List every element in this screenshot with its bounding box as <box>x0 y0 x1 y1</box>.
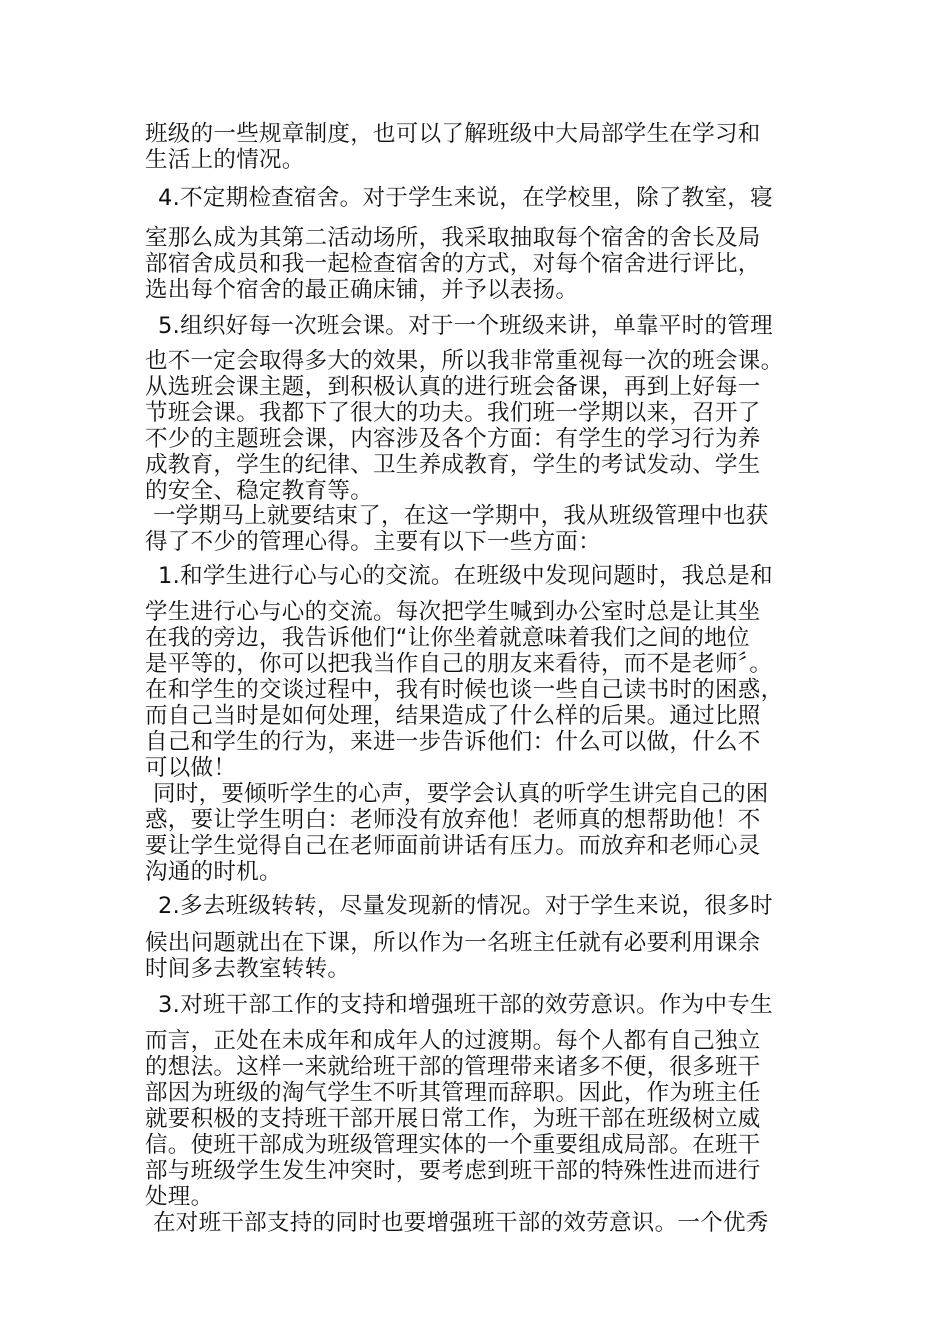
text-line: 可以做！ <box>145 755 237 781</box>
text-line: 节班会课。我都下了很大的功夫。我们班一学期以来，召开了 <box>145 400 761 426</box>
text-line: 学生进行心与心的交流。每次把学生喊到办公室时总是让其坐 <box>145 599 761 625</box>
text-line: 5.组织好每一次班会课。对于一个班级来讲，单靠平时的管理 <box>158 313 773 339</box>
text-line: 部因为班级的淘气学生不听其管理而辞职。因此，作为班主任 <box>145 1080 761 1106</box>
text-line: 在对班干部支持的同时也要增强班干部的效劳意识。一个优秀 <box>153 1210 769 1236</box>
text-line: 的安全、稳定教育等。 <box>145 478 374 504</box>
text-line: 从选班会课主题，到积极认真的进行班会备课，再到上好每一 <box>145 374 761 400</box>
text-line: 处理。 <box>145 1184 214 1210</box>
text-line: 是平等的，你可以把我当作自己的朋友来看待，而不是老师〞。 <box>145 651 773 677</box>
text-line: 3.对班干部工作的支持和增强班干部的效劳意识。作为中专生 <box>158 992 773 1018</box>
text-line: 自己和学生的行为，来进一步告诉他们：什么可以做，什么不 <box>145 729 761 755</box>
text-line: 在我的旁边，我告诉他们“让你坐着就意味着我们之间的地位 <box>145 625 750 651</box>
text-line: 而自己当时是如何处理，结果造成了什么样的后果。通过比照 <box>145 703 761 729</box>
text-line: 部宿舍成员和我一起检查宿舍的方式，对每个宿舍进行评比， <box>145 251 761 277</box>
text-line: 在和学生的交谈过程中，我有时候也谈一些自己读书时的困惑， <box>145 677 784 703</box>
text-line: 而言，正处在未成年和成年人的过渡期。每个人都有自己独立 <box>145 1028 761 1054</box>
text-line: 班级的一些规章制度，也可以了解班级中大局部学生在学习和 <box>145 121 761 147</box>
text-line: 的想法。这样一来就给班干部的管理带来诸多不便，很多班干 <box>145 1054 761 1080</box>
text-line: 沟通的时机。 <box>145 859 282 885</box>
text-line: 部与班级学生发生冲突时，要考虑到班干部的特殊性进而进行 <box>145 1158 761 1184</box>
text-line: 生活上的情况。 <box>145 147 305 173</box>
text-line: 候出问题就出在下课，所以作为一名班主任就有必要利用课余 <box>145 930 761 956</box>
text-line: 得了不少的管理心得。主要有以下一些方面： <box>145 529 602 555</box>
text-line: 不少的主题班会课，内容涉及各个方面：有学生的学习行为养 <box>145 426 761 452</box>
text-line: 成教育，学生的纪律、卫生养成教育，学生的考试发动、学生 <box>145 452 761 478</box>
text-line: 一学期马上就要结束了，在这一学期中，我从班级管理中也获 <box>153 503 769 529</box>
text-line: 2.多去班级转转，尽量发现新的情况。对于学生来说，很多时 <box>158 893 773 919</box>
text-line: 也不一定会取得多大的效果，所以我非常重视每一次的班会课。 <box>145 348 784 374</box>
text-line: 信。使班干部成为班级管理实体的一个重要组成局部。在班干 <box>145 1132 761 1158</box>
text-line: 就要积极的支持班干部开展日常工作，为班干部在班级树立威 <box>145 1106 761 1132</box>
text-line: 时间多去教室转转。 <box>145 956 351 982</box>
text-line: 1.和学生进行心与心的交流。在班级中发现问题时，我总是和 <box>158 563 773 589</box>
text-line: 室那么成为其第二活动场所，我采取抽取每个宿舍的舍长及局 <box>145 225 761 251</box>
text-line: 惑，要让学生明白：老师没有放弃他！老师真的想帮助他！不 <box>145 807 761 833</box>
text-line: 4.不定期检查宿舍。对于学生来说，在学校里，除了教室，寝 <box>158 185 773 211</box>
text-line: 要让学生觉得自己在老师面前讲话有压力。而放弃和老师心灵 <box>145 833 761 859</box>
text-line: 同时，要倾听学生的心声，要学会认真的听学生讲完自己的困 <box>153 781 769 807</box>
text-line: 选出每个宿舍的最正确床铺，并予以表扬。 <box>145 277 579 303</box>
